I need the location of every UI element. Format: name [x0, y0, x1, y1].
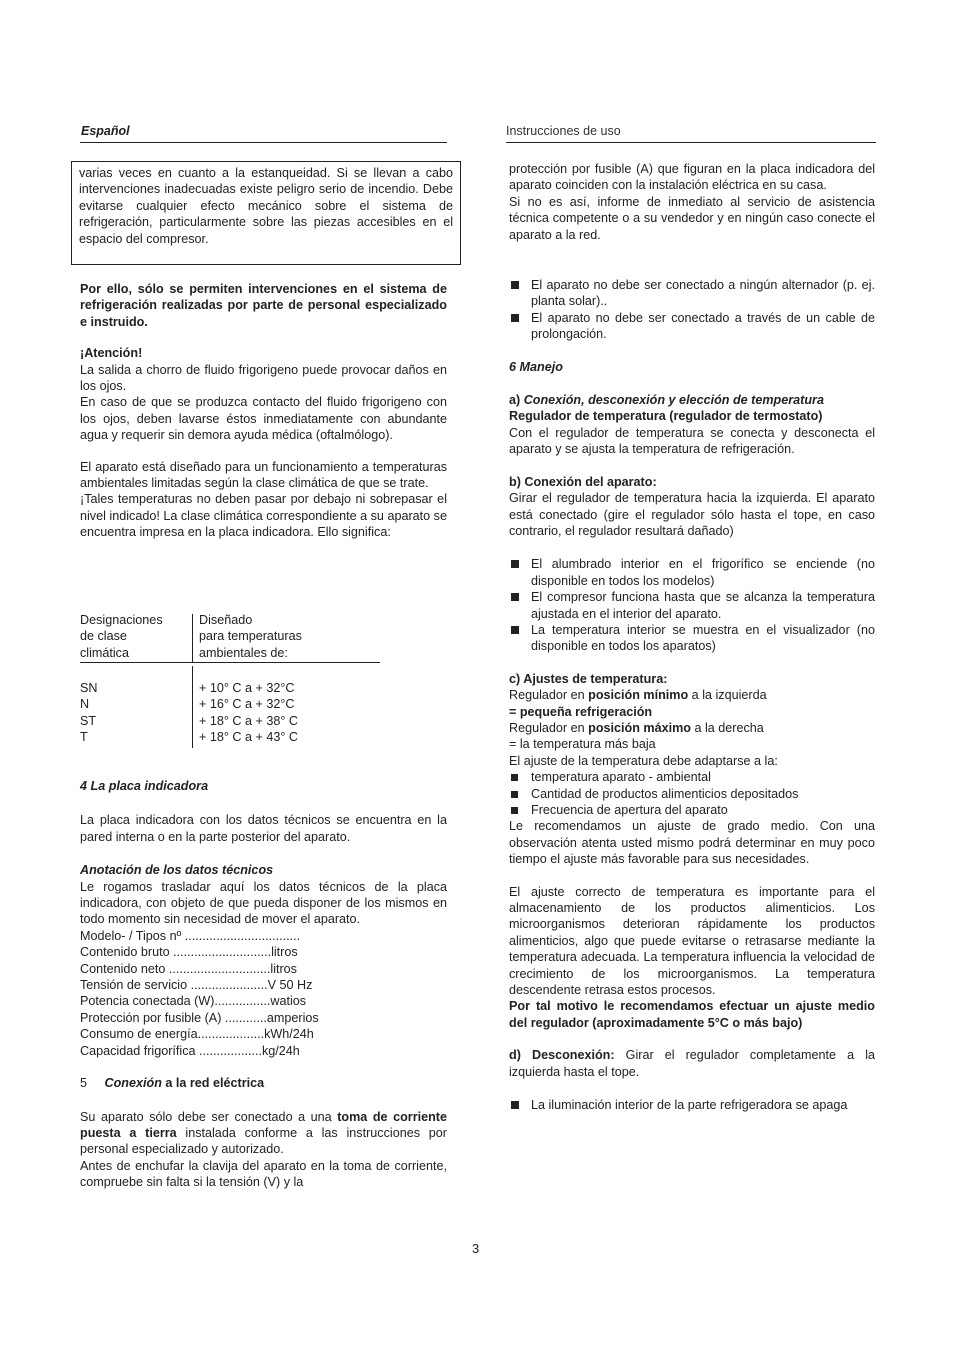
- warning-text: varias veces en cuanto a la estanqueidad. Si se llevan a cabo intervenciones inadecuadas existe peligro serio de incendio. Debe evitarse cualquier efecto mecánico sobre el sistema de refrigeración, particularmente sobre las piezas accesibles en el espacio del compresor.: [79, 166, 453, 246]
- table-divider-top: [192, 614, 193, 662]
- table-divider-bottom: [192, 666, 193, 748]
- section-5-paragraph-1: Su aparato sólo debe ser conectado a una toma de corriente puesta a tierra instalada conforme a las instrucciones por personal especializado y autorizado.: [80, 1109, 447, 1157]
- list-item: temperatura aparato - ambiental: [509, 769, 875, 785]
- page-number: 3: [472, 1241, 480, 1256]
- data-field: Potencia conectada (W)................watios: [80, 994, 307, 1009]
- left-column-top: [80, 281, 447, 541]
- subsection-a-subtitle: Regulador de temperatura (regulador de termostato): [509, 409, 823, 424]
- atencion-paragraph-2: En caso de que se produzca contacto del fluido frigorigeno con los ojos, deben lavarse éstos inmediatamente con abundante agua y requerir sin demora ayuda médica (oftalmólogo).: [80, 395, 447, 443]
- table-row-range: + 18° C a + 38° C: [199, 713, 298, 728]
- subsection-b-paragraph: Girar el regulador de temperatura hacia la izquierda. El aparato está conectado (gire el regulador sólo hasta el tope, en caso contrario, el regulador resultará dañado): [509, 491, 875, 538]
- data-field: Modelo- / Tipos nº .................................: [80, 928, 301, 943]
- list-item: Frecuencia de apertura del aparato: [509, 802, 875, 818]
- list-item: Cantidad de productos alimenticios depositados: [509, 786, 875, 802]
- table-row-class: ST: [80, 713, 97, 728]
- left-column-bottom: [80, 778, 447, 1191]
- data-field: Contenido bruto ............................litros: [80, 945, 298, 960]
- table-header-rule: [80, 662, 380, 663]
- clima-paragraph-1: El aparato está diseñado para un funcionamiento a temperaturas ambientales limitadas según la clase climática de que se trate.: [80, 459, 447, 491]
- list-item: La iluminación interior de la parte refrigeradora se apaga: [509, 1097, 875, 1113]
- table-row-class: N: [80, 697, 90, 712]
- clima-paragraph-2: ¡Tales temperaturas no deben pasar por debajo ni sobrepasar el nivel indicado! La clase climática correspondiente a su aparato se encuentra impresa en la placa indicadora. Ello significa:: [80, 492, 447, 540]
- regulator-max-line: Regulador en posición máximo a la derecha: [509, 720, 764, 735]
- list-item: El compresor funciona hasta que se alcanza la temperatura ajustada en el interior del aparato.: [509, 589, 875, 622]
- subsection-b-title: b) Conexión del aparato:: [509, 474, 657, 489]
- header-rule-right: [506, 142, 876, 143]
- section-5-paragraph-2: Antes de enchufar la clavija del aparato en la toma de corriente, compruebe sin falta si la tensión (V) y la: [80, 1158, 447, 1190]
- list-item: La temperatura interior se muestra en el visualizador (no disponible en todos los aparatos): [509, 622, 875, 655]
- list-item: El aparato no debe ser conectado a través de un cable de prolongación.: [509, 310, 875, 343]
- anotacion-title: Anotación de los datos técnicos: [80, 863, 274, 878]
- storage-paragraph: El ajuste correcto de temperatura es importante para el almacenamiento de los productos alimenticios. Los microorganismos deterioran rápidamente los productos alimenticios, algo que puede evitarse o retrasarse mediante la temperatura adecuada. La temperatura influencia la velocidad de crecimiento de los microorganismos. La temperatura descendente retrasa estos procesos.: [509, 884, 875, 998]
- table-class-column: [80, 680, 98, 746]
- table-range-column: [199, 680, 298, 746]
- subsection-c-title: c) Ajustes de temperatura:: [509, 671, 668, 686]
- data-field: Consumo de energía...................kWh/24h: [80, 1027, 314, 1042]
- data-field: Capacidad frigorífica ..................kg/24h: [80, 1043, 300, 1058]
- data-field: Tensión de servicio ......................V 50 Hz: [80, 978, 313, 993]
- adjust-intro: El ajuste de la temperatura debe adaptarse a la:: [509, 753, 778, 768]
- warning-box: [71, 161, 461, 265]
- section-4-paragraph: La placa indicadora con los datos técnicos se encuentra en la pared interna o en la parte posterior del aparato.: [80, 813, 447, 844]
- section-5-title: 5 Conexión a la red eléctrica: [80, 1076, 265, 1091]
- fuse-paragraph: protección por fusible (A) que figuran en la placa indicadora del aparato coinciden con la instalación eléctrica en su casa.: [509, 162, 875, 193]
- table-row-class: T: [80, 730, 88, 745]
- subsection-a-title: a) Conexión, desconexión y elección de temperatura: [509, 393, 824, 408]
- header-title: Instrucciones de uso: [506, 124, 621, 138]
- header-language: Español: [81, 124, 130, 138]
- table-row-range: + 10° C a + 32°C: [199, 681, 295, 695]
- recommendation-paragraph: Le recomendamos un ajuste de grado medio. Con una observación atenta usted mismo podrá determinar en muy poco tiempo el ajuste más favorable para sus necesidades.: [509, 819, 875, 867]
- table-head-left: Designaciones de clase climática: [80, 613, 163, 660]
- right-column: [509, 161, 875, 1114]
- table-row-range: + 16° C a + 32°C: [199, 697, 295, 712]
- list-item: El alumbrado interior en el frigorífico se enciende (no disponible en todos los modelos): [509, 556, 875, 589]
- table-row-class: SN: [80, 681, 98, 695]
- section-4-title: 4 La placa indicadora: [80, 779, 209, 793]
- atencion-paragraph-1: La salida a chorro de fluido frigorigeno puede provocar daños en los ojos.: [80, 362, 447, 394]
- subsection-d: d) Desconexión: Girar el regulador completamente a la izquierda hasta el tope.: [509, 1048, 875, 1079]
- regulator-min-line: Regulador en posición mínimo a la izquierda: [509, 688, 767, 703]
- atencion-title: ¡Atención!: [80, 346, 143, 361]
- subsection-a-paragraph: Con el regulador de temperatura se conecta y desconecta el aparato y se ajusta la temperatura de refrigeración.: [509, 425, 875, 457]
- anotacion-paragraph: Le rogamos trasladar aquí los datos técnicos de la placa indicadora, con objeto de que pueda disponer de los mismos en todo momento sin necesidad de mover el aparato.: [80, 879, 447, 927]
- data-field: Contenido neto .............................litros: [80, 961, 297, 976]
- data-field: Protección por fusible (A) ............amperios: [80, 1010, 319, 1025]
- table-head-right: Diseñado para temperaturas ambientales de:: [199, 613, 302, 660]
- bold-paragraph: Por ello, sólo se permiten intervenciones en el sistema de refrigeración realizadas por parte de personal especializado e instruido.: [80, 282, 447, 329]
- regulator-min-result: = pequeña refrigeración: [509, 704, 653, 719]
- service-paragraph: Si no es así, informe de inmediato al servicio de asistencia técnica competente o a su vendedor y en ningún caso conecte el aparato a la red.: [509, 194, 875, 242]
- table-row-range: + 18° C a + 43° C: [199, 730, 298, 745]
- list-item: El aparato no debe ser conectado a ningún alternador (p. ej. planta solar)..: [509, 277, 875, 310]
- regulator-max-result: = la temperatura más baja: [509, 737, 656, 752]
- header-rule-left: [80, 142, 447, 143]
- recommendation-bold: Por tal motivo le recomendamos efectuar un ajuste medio del regulador (aproximadamente 5°C o más bajo): [509, 999, 875, 1030]
- section-6-title: 6 Manejo: [509, 359, 563, 374]
